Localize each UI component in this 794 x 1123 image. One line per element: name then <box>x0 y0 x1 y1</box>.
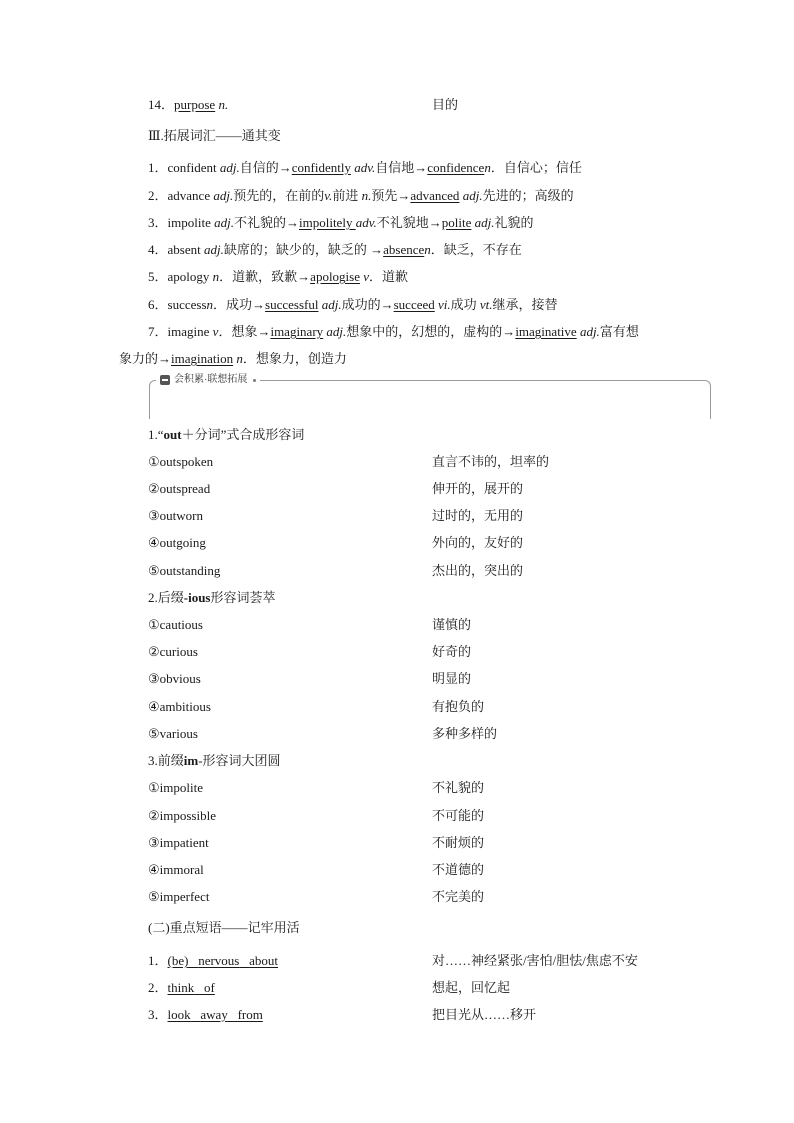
box-label: 会积累·联想拓展 <box>156 372 260 388</box>
group-title: 1.“out＋分词”式合成形容词 <box>148 427 305 442</box>
phrase-item: 3．look away from <box>148 1007 263 1022</box>
word-cn: 不完美的 <box>432 889 485 904</box>
word-en: ④immoral <box>148 862 204 877</box>
expand-item-4: 4．absent adj.缺席的；缺少的，缺乏的 →absencen．缺乏，不存在 <box>148 242 522 257</box>
word-cn: 不可能的 <box>432 808 485 823</box>
phrase-item: 1．(be) nervous about <box>148 953 279 968</box>
word-en: ②outspread <box>148 481 211 496</box>
expand-item-3: 3．impolite adj.不礼貌的→impolitely adv.不礼貌地→polite adj.礼貌的 <box>148 215 534 230</box>
word-cn: 伸开的，展开的 <box>432 481 524 496</box>
word-en: ④outgoing <box>148 535 206 550</box>
note-icon <box>160 375 170 385</box>
word-cn: 有抱负的 <box>432 699 485 714</box>
group-title: 2.后缀-ious形容词荟萃 <box>148 590 276 605</box>
word-en: ②impossible <box>148 808 216 823</box>
group-title: 3.前缀im-形容词大团圆 <box>148 753 281 768</box>
word-en: ③impatient <box>148 835 209 850</box>
word-en: ③obvious <box>148 671 201 686</box>
word-cn: 直言不讳的，坦率的 <box>432 454 550 469</box>
vocab-meaning: 目的 <box>432 97 459 112</box>
expand-item-5: 5．apology n．道歉，致歉→apologise v．道歉 <box>148 269 409 284</box>
vocab-item-14: 14．purpose n. <box>148 97 229 112</box>
vocab-word: purpose <box>174 97 216 112</box>
expand-item-2: 2．advance adj.预先的，在前的v.前进 n.预先→advanced adj.先进的；高级的 <box>148 188 574 203</box>
word-en: ⑤various <box>148 726 198 741</box>
phrase-meaning: 把目光从……移开 <box>432 1007 537 1022</box>
section-title: Ⅲ.拓展词汇——通其变 <box>148 128 281 143</box>
dot-icon <box>253 379 256 382</box>
word-cn: 杰出的，突出的 <box>432 563 524 578</box>
expand-item-7: 7．imagine v．想象→imaginary adj.想象中的，幻想的，虚构的→imaginative adj.富有想 <box>148 324 639 339</box>
word-en: ④ambitious <box>148 699 211 714</box>
expand-item-7-continued: 象力的→imagination n．想象力，创造力 <box>119 351 347 366</box>
word-en: ①cautious <box>148 617 203 632</box>
word-cn: 多种多样的 <box>432 726 498 741</box>
expand-item-6: 6．successn．成功→successful adj.成功的→succeed vi.成功 vt.继承，接替 <box>148 297 558 312</box>
word-cn: 谨慎的 <box>432 617 472 632</box>
word-cn: 好奇的 <box>432 644 472 659</box>
word-cn: 不道德的 <box>432 862 485 877</box>
phrase-item: 2．think of <box>148 980 215 995</box>
word-cn: 外向的，友好的 <box>432 535 524 550</box>
word-en: ⑤imperfect <box>148 889 210 904</box>
section-title: (二)重点短语——记牢用活 <box>148 920 300 935</box>
phrase-meaning: 对……神经紧张/害怕/胆怯/焦虑不安 <box>432 953 638 968</box>
word-en: ②curious <box>148 644 198 659</box>
word-en: ⑤outstanding <box>148 563 221 578</box>
phrase-meaning: 想起，回忆起 <box>432 980 511 995</box>
word-cn: 不礼貌的 <box>432 780 485 795</box>
word-cn: 过时的，无用的 <box>432 508 524 523</box>
word-en: ③outworn <box>148 508 203 523</box>
expand-item-1: 1．confident adj.自信的→confidently adv.自信地→confidencen．自信心；信任 <box>148 160 582 175</box>
word-cn: 不耐烦的 <box>432 835 485 850</box>
word-cn: 明显的 <box>432 671 472 686</box>
word-en: ①outspoken <box>148 454 214 469</box>
word-en: ①impolite <box>148 780 203 795</box>
